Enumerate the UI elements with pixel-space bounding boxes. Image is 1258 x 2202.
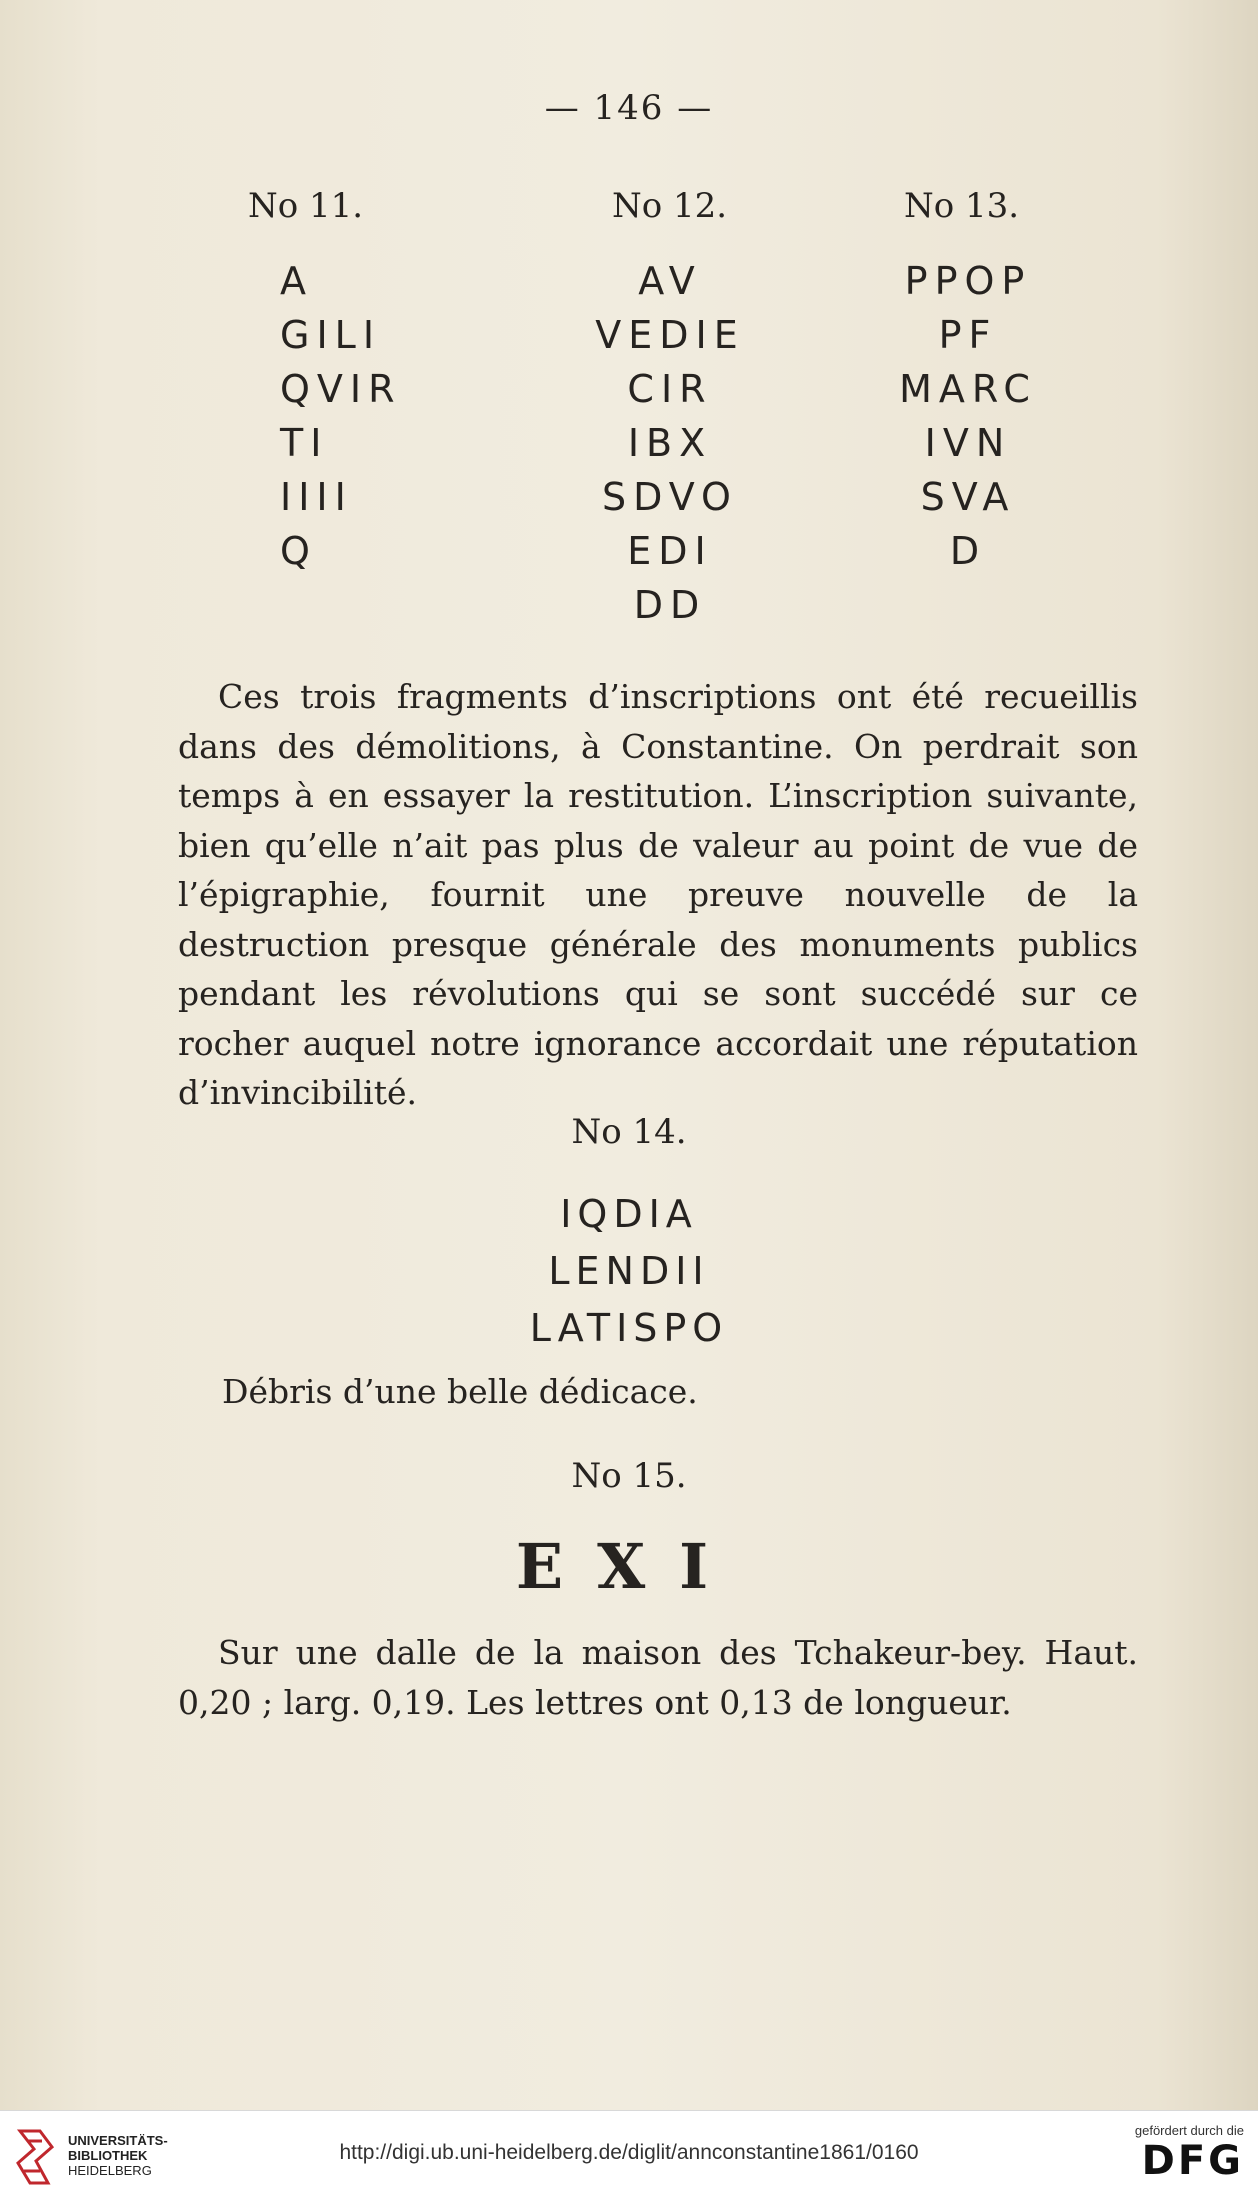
- page-number: — 146 —: [544, 88, 714, 128]
- description-no15: [178, 1628, 1138, 1727]
- inscription-line: EDI: [627, 529, 713, 573]
- inscription-no12: [560, 254, 780, 632]
- column-heading-no12: No 12.: [612, 186, 728, 226]
- column-heading-no13: No 13.: [904, 186, 1020, 226]
- inscription-line: LATISPO: [529, 1306, 729, 1350]
- inscription-line: VEDIE: [595, 313, 745, 357]
- inscription-line: Q: [280, 529, 317, 573]
- dfg-logo: DFG: [1141, 2138, 1244, 2184]
- inscription-line: TI: [280, 421, 329, 465]
- inscription-line: A: [280, 259, 313, 303]
- description-text: Sur une dalle de la maison des Tchakeur-bey. Haut. 0,20 ; larg. 0,19. Les lettres ont 0,13 de longueur.: [178, 1633, 1138, 1722]
- heading-no15: No 15.: [571, 1456, 687, 1496]
- inscription-no11: [280, 254, 402, 578]
- inscription-no14: [0, 1186, 1258, 1357]
- heading-no14: No 14.: [571, 1112, 687, 1152]
- body-paragraph: [178, 672, 1138, 1118]
- inscription-line: IVN: [924, 421, 1012, 465]
- library-name: UNIVERSITÄTS- BIBLIOTHEK HEIDELBERG: [68, 2133, 168, 2178]
- caption-no14: Débris d’une belle dédicace.: [222, 1372, 698, 1411]
- inscription-line: AV: [638, 259, 702, 303]
- inscription-line: SDVO: [602, 475, 738, 519]
- inscription-line: SVA: [920, 475, 1016, 519]
- inscription-line: GILI: [280, 313, 382, 357]
- inscription-line: D: [949, 529, 987, 573]
- column-heading-no11: No 11.: [248, 186, 364, 226]
- inscription-no13: [868, 254, 1068, 578]
- inscription-no15: EXI: [515, 1530, 743, 1603]
- sponsor: [1135, 2123, 1244, 2184]
- paragraph-text: Ces trois fragments d’inscriptions ont été recueillis dans des démolitions, à Constantine. On perdrait son temps à en essayer la restitution. L’inscription suivante, bien qu’elle n’ait pas plus de valeur au point de vue de l’épigraphie, fournit une preuve nouvelle de la destruction presque générale des monuments publics pendant les révolutions qui se sont succédé sur ce rocher auquel notre ignorance accordait une réputation d’invincibilité.: [178, 677, 1138, 1112]
- viewer-footer: [0, 2110, 1258, 2202]
- inscription-line: IBX: [627, 421, 713, 465]
- inscription-line: IQDIA: [560, 1192, 698, 1236]
- inscription-line: MARC: [899, 367, 1037, 411]
- inscription-line: IIII: [280, 475, 353, 519]
- inscription-line: QVIR: [280, 367, 402, 411]
- inscription-line: PPOP: [904, 259, 1032, 303]
- inscription-line: CIR: [627, 367, 713, 411]
- inscription-line: DD: [633, 583, 707, 627]
- inscription-line: PF: [938, 313, 998, 357]
- inscription-line: LENDII: [548, 1249, 710, 1293]
- sponsor-text: gefördert durch die: [1134, 2123, 1244, 2138]
- permalink-url[interactable]: http://digi.ub.uni-heidelberg.de/diglit/annconstantine1861/0160: [339, 2141, 919, 2164]
